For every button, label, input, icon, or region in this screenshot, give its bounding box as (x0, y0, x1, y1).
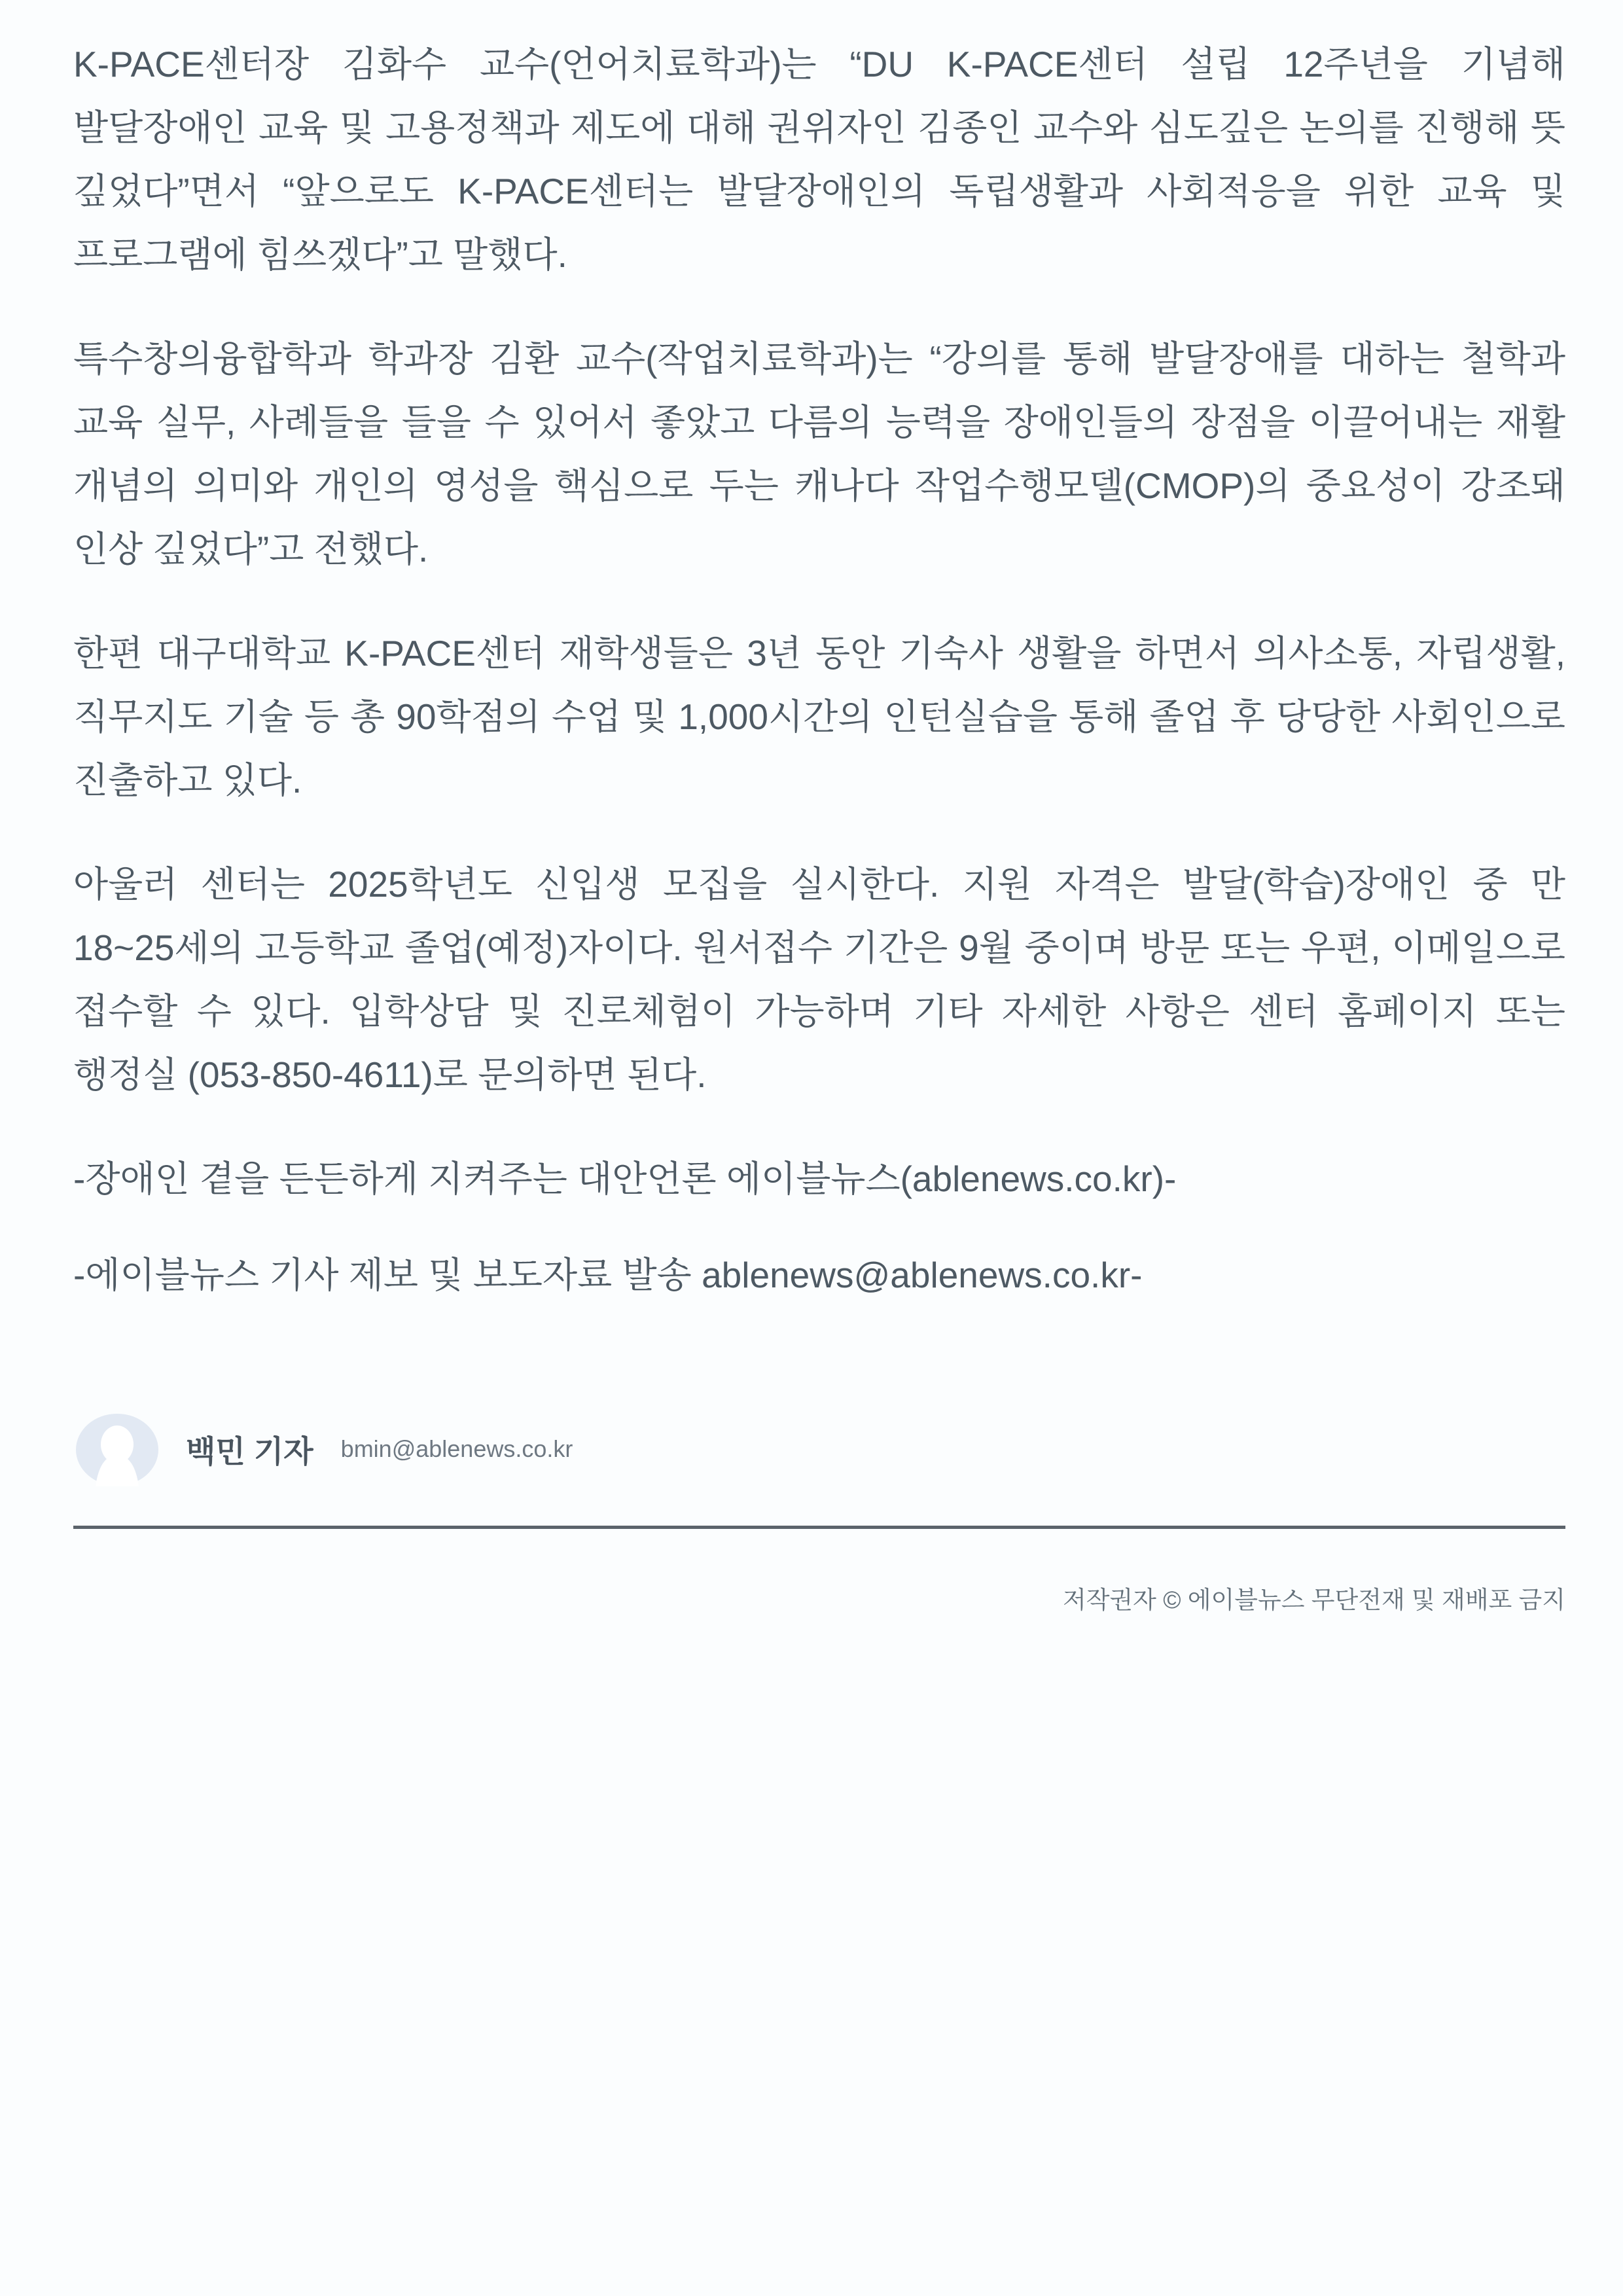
footer-divider (73, 1526, 1565, 1529)
copyright-notice: 저작권자 © 에이블뉴스 무단전재 및 재배포 금지 (1062, 1587, 1565, 1613)
reporter-email: bmin@ablenews.co.kr (340, 1435, 573, 1462)
reporter-byline (73, 1412, 1565, 1486)
article-paragraph-4: 아울러 센터는 2025학년도 신입생 모집을 실시한다. 지원 자격은 발달(학습)장애인 중 만 18~25세의 고등학교 졸업(예정)자이다. 원서접수 기간은 9월 중이며 방문 또는 우편, 이메일으로 접수할 수 있다. 입학상담 및 진로체험이 가능하며 기타 자세한 사항은 센터 홈페이지 또는 행정실 (053-850-4611)로 문의하면 된다. (73, 864, 1565, 1095)
article-tagline-outlet: -장애인 곁을 든든하게 지켜주는 대안언론 에이블뉴스(ablenews.co.kr)- (73, 1158, 1177, 1199)
article-paragraph-1: K-PACE센터장 김화수 교수(언어치료학과)는 “DU K-PACE센터 설립 12주년을 기념해 발달장애인 교육 및 고용정책과 제도에 대해 권위자인 김종인 교수와 심도깊은 논의를 진행해 뜻 깊었다”면서 “앞으로도 K-PACE센터는 발달장애인의 독립생활과 사회적응을 위한 교육 및 프로그램에 힘쓰겠다”고 말했다. (73, 44, 1565, 275)
article-paragraph-2: 특수창의융합학과 학과장 김환 교수(작업치료학과)는 “강의를 통해 발달장애를 대하는 철학과 교육 실무, 사례들을 들을 수 있어서 좋았고 다름의 능력을 장애인들의 장점을 이끌어내는 재활 개념의 의미와 개인의 영성을 핵심으로 두는 캐나다 작업수행모델(CMOP)의 중요성이 강조돼 인상 깊었다”고 전했다. (73, 338, 1565, 569)
reporter-name: 백민 기자 (186, 1433, 313, 1469)
article-tagline-contact: -에이블뉴스 기사 제보 및 보도자료 발송 ablenews@ablenews.co.kr- (73, 1255, 1143, 1295)
article-paragraph-3: 한편 대구대학교 K-PACE센터 재학생들은 3년 동안 기숙사 생활을 하면서 의사소통, 자립생활, 직무지도 기술 등 총 90학점의 수업 및 1,000시간의 인턴실습을 통해 졸업 후 당당한 사회인으로 진출하고 있다. (73, 633, 1565, 800)
person-avatar-icon (73, 1412, 161, 1486)
